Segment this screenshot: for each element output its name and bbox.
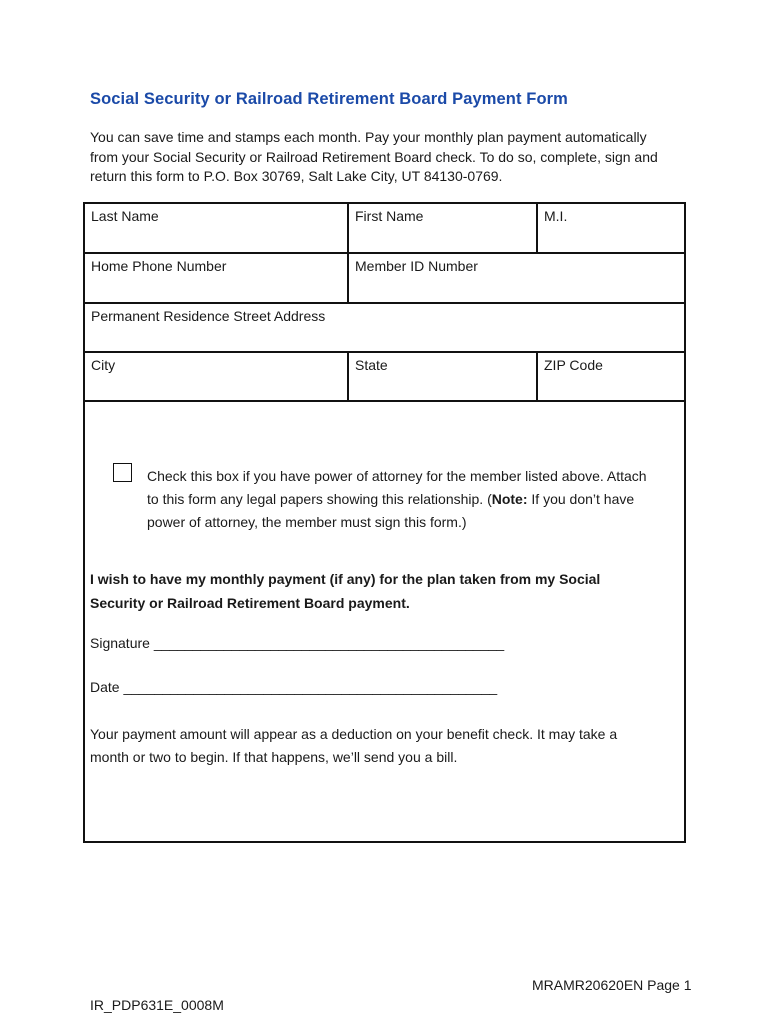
wish-line-1: I wish to have my monthly payment (if any) for the plan taken from my Social (90, 571, 601, 587)
signature-field[interactable]: Signature _____________________________________________ (90, 635, 505, 651)
wish-line-2: Security or Railroad Retirement Board payment. (90, 595, 410, 611)
poa-line-3: power of attorney, the member must sign this form.) (147, 514, 467, 530)
city-field[interactable] (85, 353, 347, 400)
poa-line-1: Check this box if you have power of attorney for the member listed above. Attach (147, 468, 647, 484)
street-address-label: Permanent Residence Street Address (91, 308, 326, 324)
first-name-label: First Name (355, 208, 424, 224)
street-address-field[interactable] (85, 304, 684, 351)
zip-code-field[interactable] (538, 353, 684, 400)
power-of-attorney-checkbox[interactable] (113, 463, 132, 482)
poa-line-2-end: If you don’t have (527, 491, 635, 507)
home-phone-label: Home Phone Number (91, 258, 227, 274)
last-name-field[interactable] (85, 204, 347, 252)
city-label: City (91, 357, 116, 373)
first-name-field[interactable] (349, 204, 536, 252)
power-of-attorney-text (147, 465, 677, 534)
poa-line-2-start: to this form any legal papers showing this relationship. ( (147, 491, 492, 507)
date-field[interactable]: Date ________________________________________________ (90, 679, 498, 695)
intro-line-3: return this form to P.O. Box 30769, Salt Lake City, UT 84130-0769. (90, 168, 503, 184)
intro-line-1: You can save time and stamps each month. Pay your monthly plan payment automatically (90, 129, 647, 145)
last-name-label: Last Name (91, 208, 159, 224)
member-info-grid (83, 202, 686, 402)
state-label: State (355, 357, 388, 373)
page-code: MRAMR20620EN Page 1 (532, 977, 692, 993)
home-phone-field[interactable] (85, 254, 347, 302)
intro-paragraph (90, 128, 700, 187)
member-id-label: Member ID Number (355, 258, 478, 274)
document-id: IR_PDP631E_0008M (90, 997, 224, 1013)
intro-line-2: from your Social Security or Railroad Retirement Board check. To do so, complete, sign and (90, 148, 658, 165)
payment-note-line-1: Your payment amount will appear as a deduction on your benefit check. It may take a (90, 726, 618, 742)
member-id-field[interactable] (349, 254, 684, 302)
authorization-statement (90, 567, 680, 615)
payment-note (90, 723, 680, 769)
poa-line-2 (147, 488, 677, 511)
form-title: Social Security or Railroad Retirement Board Payment Form (90, 90, 568, 108)
state-field[interactable] (349, 353, 536, 400)
middle-initial-field[interactable] (538, 204, 684, 252)
note-label: Note: (491, 491, 528, 507)
payment-note-line-2: month or two to begin. If that happens, we’ll send you a bill. (90, 749, 458, 765)
middle-initial-label: M.I. (544, 208, 568, 224)
zip-code-label: ZIP Code (544, 357, 603, 373)
